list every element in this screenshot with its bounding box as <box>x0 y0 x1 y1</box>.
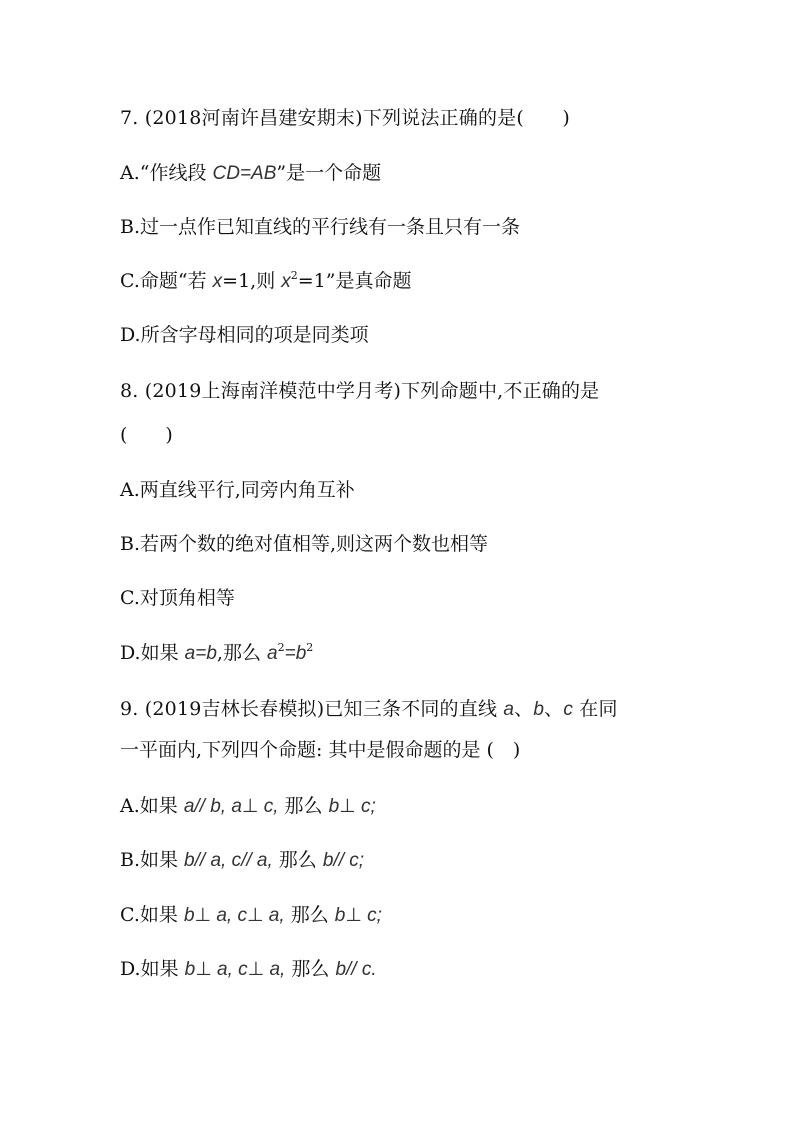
question-9-text-line2: 一平面内,下列四个命题: 其中是假命题的是 ( ) <box>120 739 521 761</box>
question-9-option-d <box>120 957 377 982</box>
option-d-var-a2: a <box>267 643 278 664</box>
question-9-text: 9. (2019吉林长春模拟)已知三条不同的直线 <box>120 698 504 720</box>
option-c-var-x2: x <box>281 271 291 292</box>
option-a-suffix: ”是一个命题 <box>276 162 382 184</box>
question-9-suffix: 在同 <box>573 698 618 720</box>
option-d-exp1: 2 <box>277 640 285 654</box>
option-b-prefix: B.如果 <box>120 849 185 871</box>
option-a-text: A.两直线平行,同旁内角互补 <box>120 479 355 501</box>
option-d-mid: 那么 <box>285 958 336 980</box>
question-7-option-d <box>120 323 369 347</box>
option-b-text: B.过一点作已知直线的平行线有一条且只有一条 <box>120 216 521 238</box>
question-9-option-a <box>120 794 376 819</box>
question-9-option-c <box>120 903 382 928</box>
option-d-math: b⊥ a, c⊥ a, <box>184 959 286 980</box>
option-c-suffix: =1”是真命题 <box>297 270 412 292</box>
option-c-mid: 那么 <box>284 904 335 926</box>
option-a-math2: b⊥ c; <box>328 796 376 817</box>
option-c-math2: b⊥ c; <box>334 905 382 926</box>
question-9-sep2: 、 <box>544 698 564 720</box>
option-a-math: a// b, a⊥ c, <box>183 796 279 817</box>
option-d-exp2: 2 <box>306 640 314 654</box>
question-8-text: 8. (2019上海南洋模范中学月考)下列命题中,不正确的是 <box>120 380 600 402</box>
option-a-prefix: A.“作线段 <box>120 162 213 184</box>
question-7-option-b <box>120 215 520 239</box>
option-d-var-b2: b <box>295 643 307 664</box>
question-9-stem-line1 <box>120 697 618 722</box>
question-8-option-b <box>120 532 488 556</box>
option-d-text: D.所含字母相同的项是同类项 <box>120 324 369 346</box>
question-7-stem <box>120 106 570 130</box>
question-9-var-a: a <box>503 699 515 720</box>
option-a-math: CD=AB <box>212 163 277 184</box>
option-b-math2: b// c; <box>322 850 365 871</box>
question-8-stem-line1 <box>120 379 599 403</box>
option-c-math: b⊥ a, c⊥ a, <box>183 905 285 926</box>
question-7-option-a <box>120 161 381 186</box>
question-8-option-c <box>120 586 235 610</box>
question-8-stem-line2 <box>120 423 173 447</box>
option-c-prefix: C.命题“若 <box>120 270 213 292</box>
option-d-prefix: D.如果 <box>120 958 185 980</box>
question-9-sep1: 、 <box>514 698 534 720</box>
question-8-blank: ( ) <box>120 424 173 446</box>
option-c-mid: =1,则 <box>222 270 282 292</box>
option-c-var-x: x <box>212 271 223 292</box>
option-c-exponent: 2 <box>290 268 298 282</box>
question-9-var-c: c <box>563 699 574 720</box>
question-9-var-b: b <box>533 699 545 720</box>
option-b-mid: 那么 <box>272 849 323 871</box>
question-9-option-b <box>120 848 364 873</box>
option-c-text: C.对顶角相等 <box>120 587 235 609</box>
option-c-prefix: C.如果 <box>120 904 184 926</box>
question-7-option-c <box>120 269 411 294</box>
option-a-prefix: A.如果 <box>120 795 184 817</box>
question-9-stem-line2 <box>120 738 520 762</box>
option-b-math: b// a, c// a, <box>184 850 273 871</box>
option-d-eq2: = <box>284 643 296 664</box>
option-d-prefix: D.如果 <box>120 642 185 664</box>
option-d-var-a: a <box>184 643 196 664</box>
option-b-text: B.若两个数的绝对值相等,则这两个数也相等 <box>120 533 489 555</box>
option-d-eq: = <box>195 643 207 664</box>
question-7-text: 7. (2018河南许昌建安期末)下列说法正确的是( ) <box>120 107 570 129</box>
question-8-option-a <box>120 478 355 502</box>
option-d-var-b: b <box>206 643 217 664</box>
option-a-mid: 那么 <box>278 795 329 817</box>
option-d-mid: ,那么 <box>216 642 267 664</box>
question-8-option-d <box>120 641 313 666</box>
option-d-math2: b// c. <box>335 959 377 980</box>
